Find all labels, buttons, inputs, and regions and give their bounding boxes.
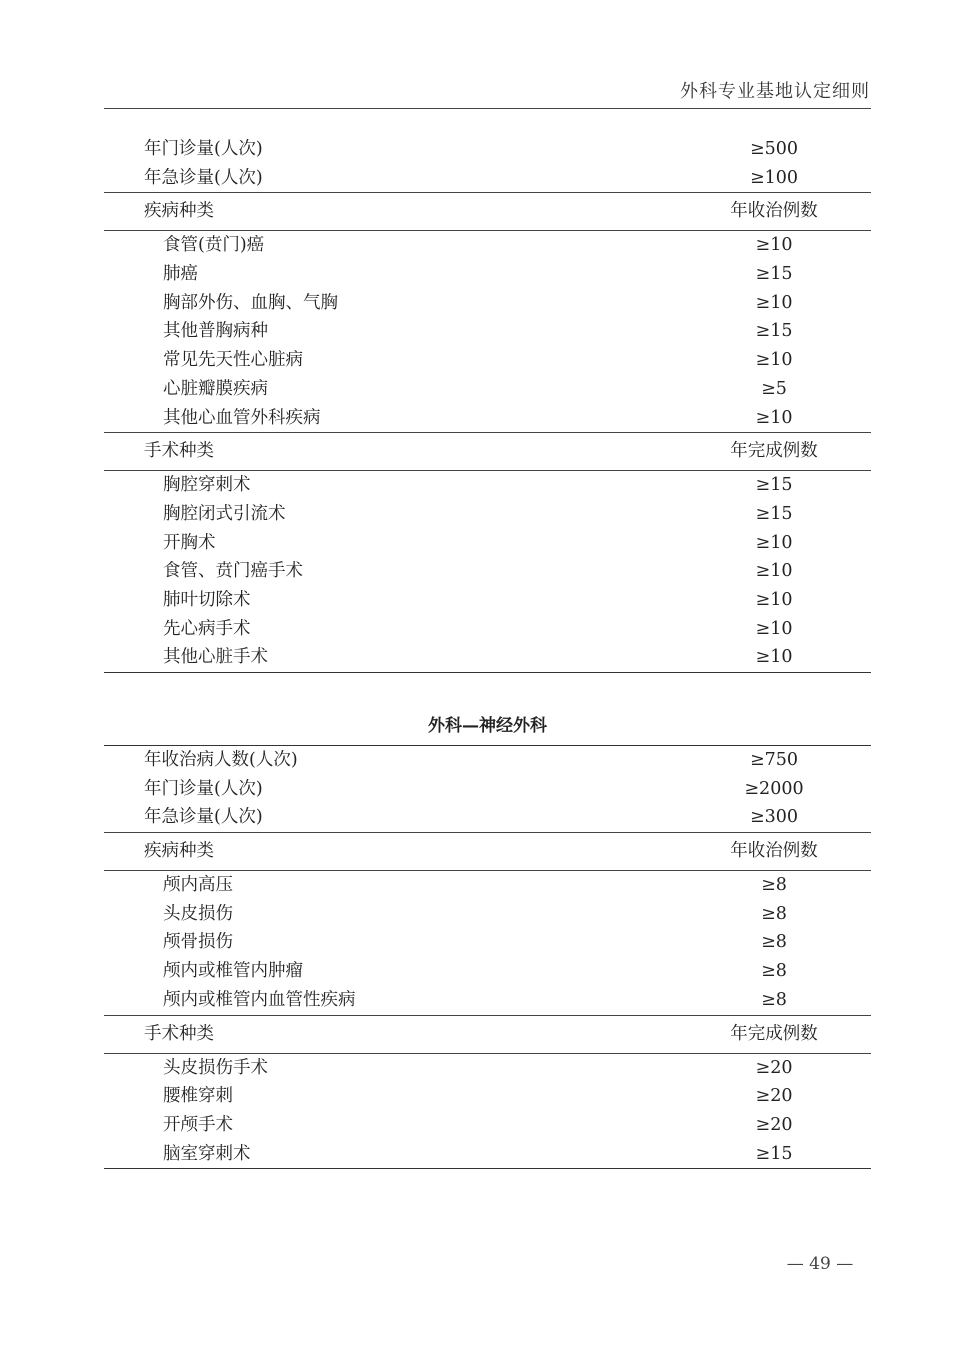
row-value: ≥15 [755, 503, 793, 524]
column-header-value: 年收治例数 [730, 841, 818, 862]
table-cardiothoracic [104, 135, 871, 673]
table-row [104, 871, 871, 900]
page-number: — 49 — [786, 1254, 854, 1274]
section-title: 外科—神经外科 [428, 716, 547, 736]
row-value: ≥500 [749, 139, 799, 159]
table-neurosurgery [104, 745, 871, 1169]
row-value: ≥10 [755, 235, 793, 256]
table-row [104, 231, 871, 260]
row-label: 开颅手术 [163, 1114, 233, 1135]
row-label: 其他普胸病种 [163, 321, 268, 342]
row-label: 颅内或椎管内血管性疾病 [163, 989, 356, 1010]
column-header-value: 年收治例数 [730, 201, 818, 222]
column-header-label: 手术种类 [144, 1023, 214, 1044]
row-value: ≥300 [749, 807, 799, 828]
row-label: 年门诊量(人次) [144, 139, 263, 159]
table-row [104, 746, 871, 775]
row-value: ≥10 [755, 350, 793, 371]
row-value: ≥10 [755, 589, 793, 610]
table-row [104, 803, 871, 832]
row-value: ≥10 [755, 561, 793, 582]
row-value: ≥15 [755, 321, 793, 342]
table-row [104, 500, 871, 529]
row-label: 腰椎穿刺 [163, 1086, 233, 1107]
table-row [104, 615, 871, 644]
column-header-label: 疾病种类 [144, 201, 214, 222]
row-label: 常见先天性心脏病 [163, 350, 303, 371]
table-row [104, 164, 871, 193]
row-label: 其他心脏手术 [163, 647, 268, 668]
row-label: 开胸术 [163, 532, 216, 553]
row-value: ≥5 [761, 378, 787, 399]
row-value: ≥15 [755, 475, 793, 496]
header-rule [104, 108, 871, 109]
row-value: ≥8 [761, 989, 787, 1010]
disease-header-row [104, 832, 871, 871]
table-row [104, 986, 871, 1015]
row-value: ≥8 [761, 875, 787, 896]
table-row [104, 1140, 871, 1169]
table-row [104, 1111, 871, 1140]
table-bottom-rule [104, 1168, 871, 1169]
table-row [104, 289, 871, 318]
row-label: 颅内高压 [163, 875, 233, 896]
row-value: ≥8 [761, 961, 787, 982]
table-row [104, 1054, 871, 1083]
row-value: ≥15 [755, 1143, 793, 1164]
row-value: ≥10 [755, 647, 793, 668]
table-row [104, 529, 871, 558]
row-value: ≥10 [755, 532, 793, 553]
surgery-rows [104, 1054, 871, 1169]
table-row [104, 557, 871, 586]
row-label: 年急诊量(人次) [144, 807, 263, 828]
row-value: ≥10 [755, 618, 793, 639]
table-row [104, 775, 871, 804]
row-label: 心脏瓣膜疾病 [163, 378, 268, 399]
table-row [104, 260, 871, 289]
row-label: 其他心血管外科疾病 [163, 407, 321, 428]
row-value: ≥750 [749, 750, 799, 770]
row-label: 胸腔闭式引流术 [163, 503, 286, 524]
row-value: ≥10 [755, 407, 793, 428]
row-label: 食管(贲门)癌 [163, 235, 265, 256]
table-row [104, 957, 871, 986]
row-value: ≥20 [755, 1114, 793, 1135]
table-row [104, 317, 871, 346]
table-row [104, 375, 871, 404]
row-value: ≥2000 [744, 778, 804, 799]
table-row [104, 643, 871, 672]
surgery-rows [104, 471, 871, 672]
table-row [104, 1082, 871, 1111]
table-row [104, 471, 871, 500]
table-row [104, 928, 871, 957]
table-row [104, 586, 871, 615]
disease-rows [104, 231, 871, 432]
summary-rows [104, 746, 871, 832]
row-label: 胸部外伤、血胸、气胸 [163, 292, 338, 313]
disease-header-row [104, 192, 871, 231]
row-label: 年门诊量(人次) [144, 778, 263, 799]
column-header-value: 年完成例数 [730, 1023, 818, 1044]
row-value: ≥10 [755, 292, 793, 313]
surgery-header-row [104, 432, 871, 471]
row-label: 头皮损伤手术 [163, 1057, 268, 1078]
row-value: ≥20 [755, 1057, 793, 1078]
row-label: 颅内或椎管内肿瘤 [163, 961, 303, 982]
summary-rows [104, 135, 871, 192]
table-row [104, 346, 871, 375]
row-value: ≥8 [761, 903, 787, 924]
table-row [104, 900, 871, 929]
row-label: 胸腔穿刺术 [163, 475, 251, 496]
row-label: 年急诊量(人次) [144, 167, 263, 188]
table-bottom-rule [104, 672, 871, 673]
row-label: 脑室穿刺术 [163, 1143, 251, 1164]
row-label: 食管、贲门癌手术 [163, 561, 303, 582]
row-label: 肺癌 [163, 264, 198, 285]
row-value: ≥8 [761, 932, 787, 953]
row-label: 头皮损伤 [163, 903, 233, 924]
column-header-value: 年完成例数 [730, 441, 818, 462]
table-row [104, 135, 871, 164]
surgery-header-row [104, 1015, 871, 1054]
table-row [104, 404, 871, 433]
column-header-label: 疾病种类 [144, 841, 214, 862]
row-label: 先心病手术 [163, 618, 251, 639]
disease-rows [104, 871, 871, 1014]
row-label: 颅骨损伤 [163, 932, 233, 953]
running-header: 外科专业基地认定细则 [680, 81, 870, 102]
row-value: ≥20 [755, 1086, 793, 1107]
row-label: 年收治病人数(人次) [144, 750, 298, 770]
row-value: ≥15 [755, 264, 793, 285]
row-label: 肺叶切除术 [163, 589, 251, 610]
row-value: ≥100 [749, 167, 799, 188]
column-header-label: 手术种类 [144, 441, 214, 462]
